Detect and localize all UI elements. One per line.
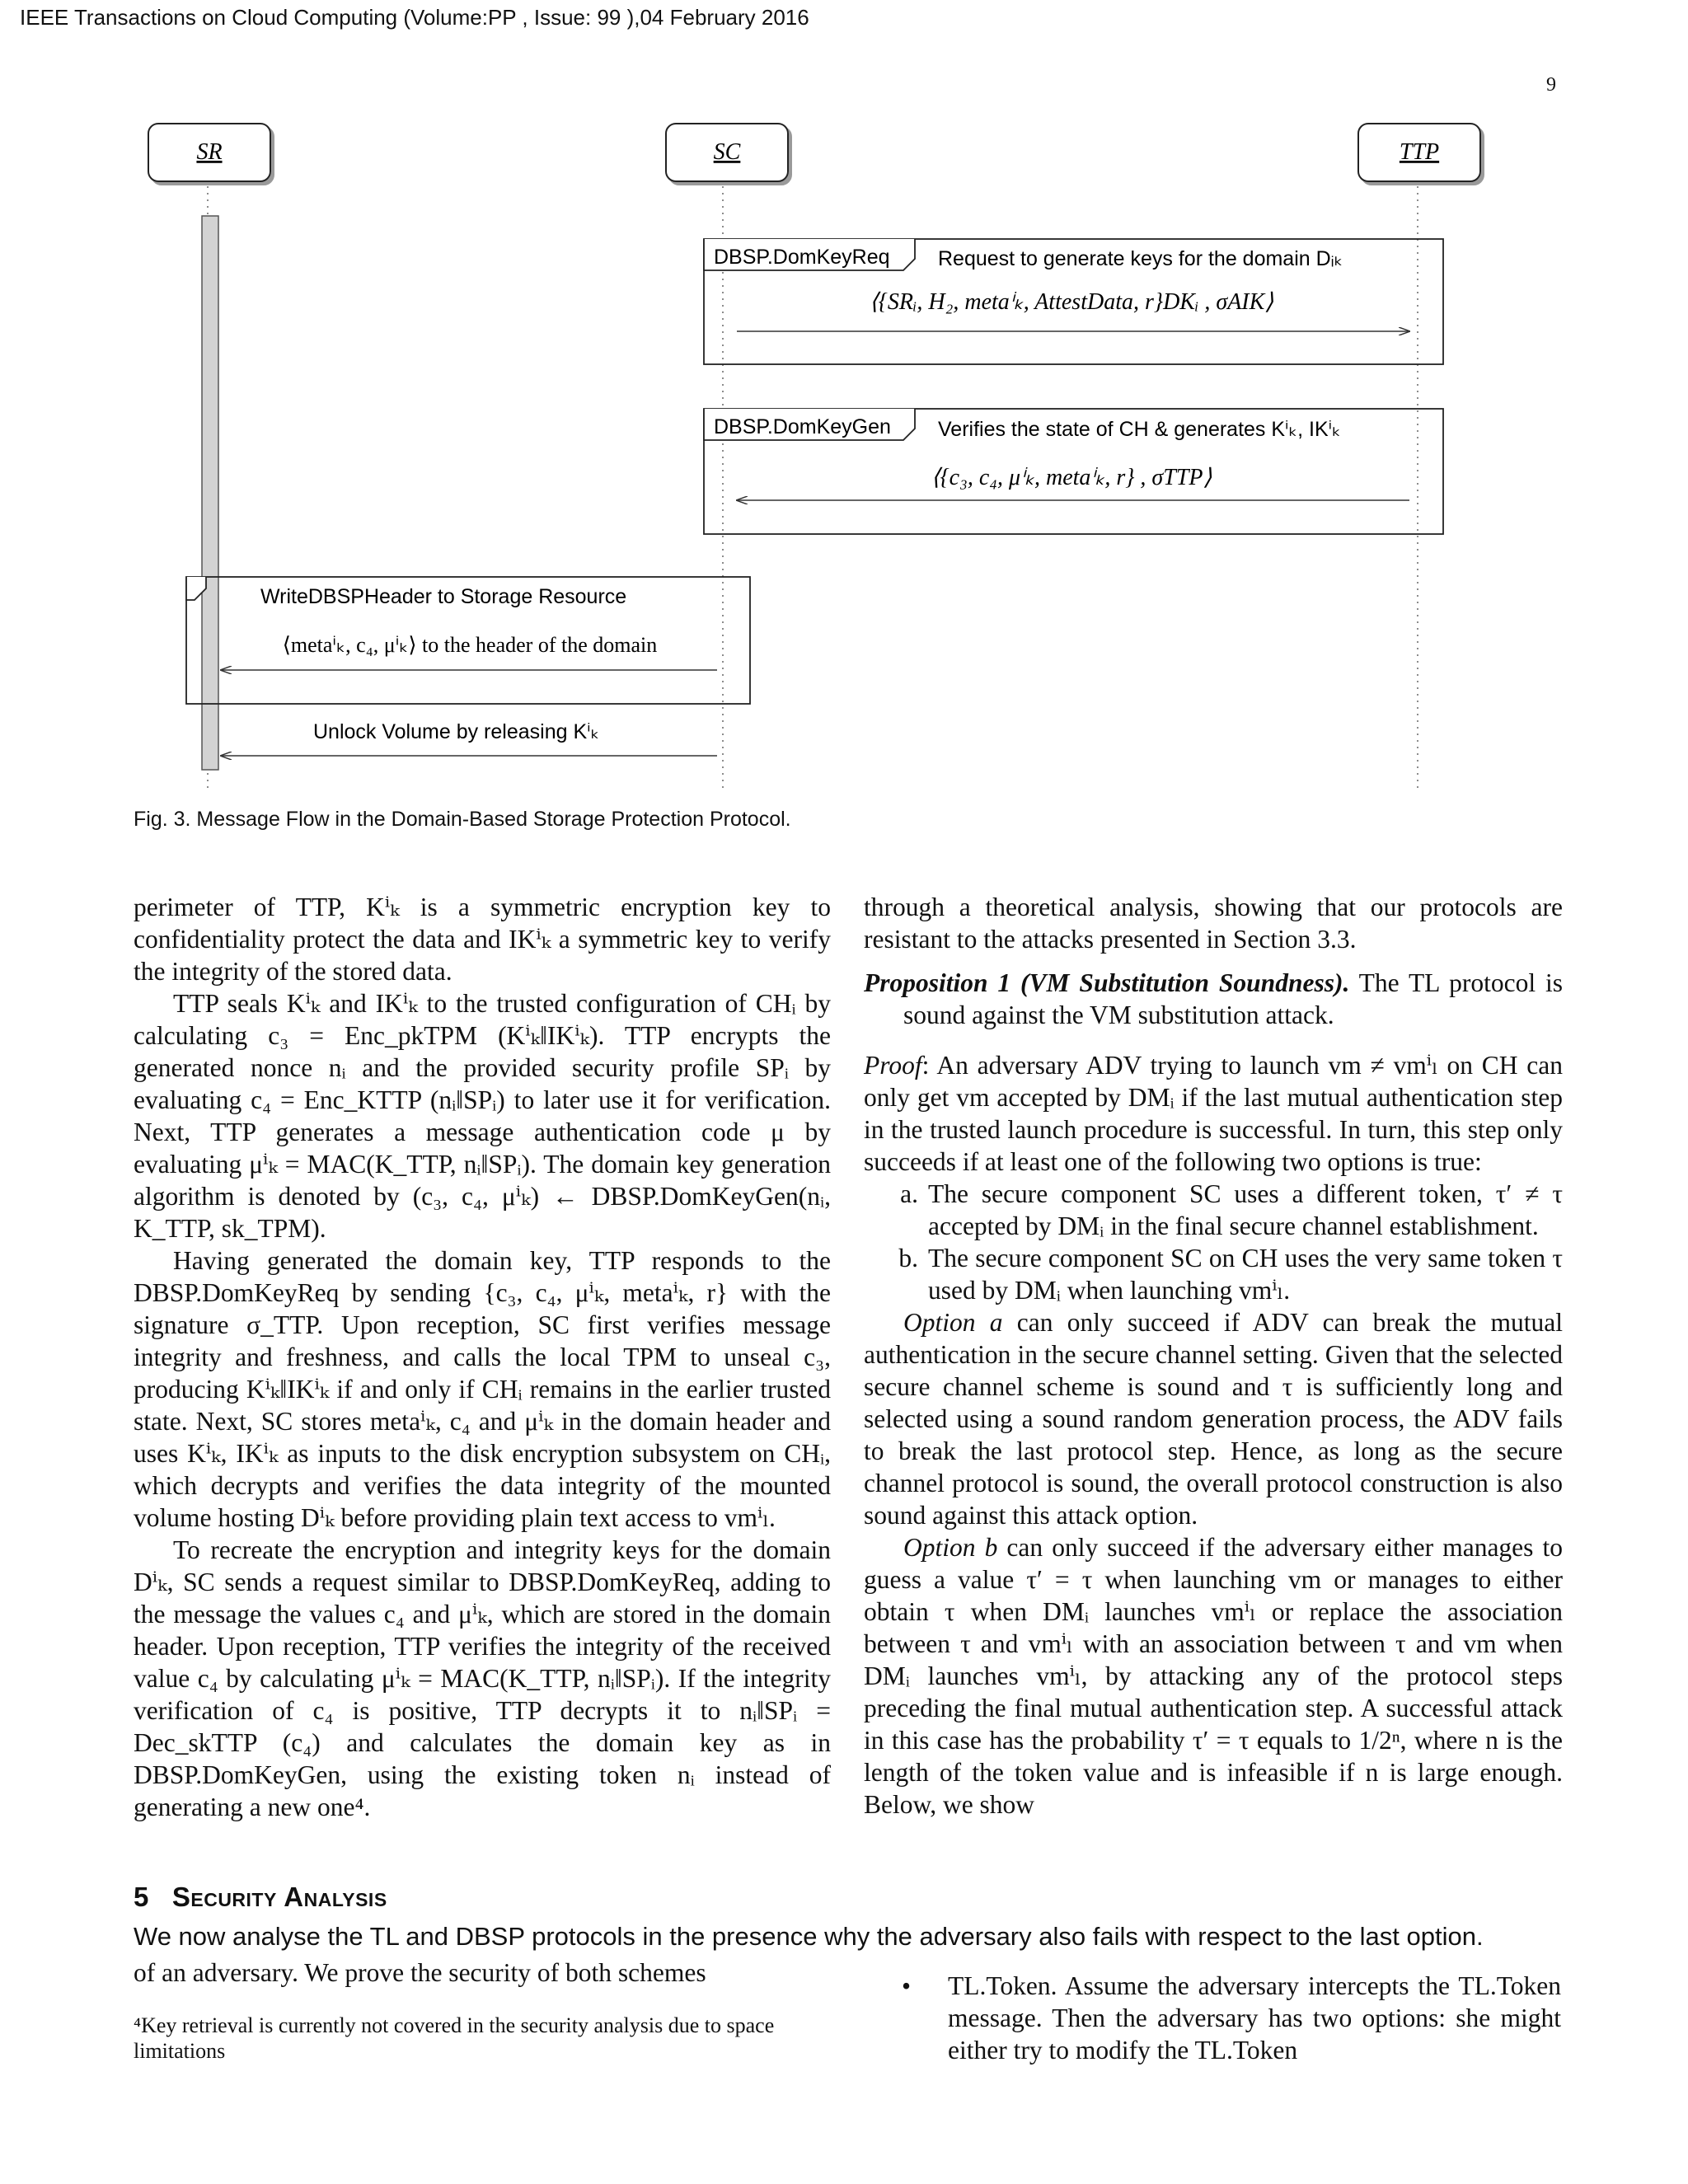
page-number: 9 (1546, 74, 1556, 96)
left-last-line: of an adversary. We prove the security of both schemes (134, 1958, 706, 1987)
frame-domkeyreq (704, 239, 1443, 364)
proof-paragraph (864, 1049, 1563, 1178)
participant-sr-label: SR (196, 139, 223, 165)
left-paragraph-2: TTP seals Kⁱₖ and IKⁱₖ to the trusted configuration of CHᵢ by calculating c₃ = Enc_pkTPM (Kⁱₖ‖IKⁱₖ). TTP encrypts the generated nonce nᵢ and the provided security profile SPᵢ by evaluating c₄ = Enc_KTTP (nᵢ‖SPᵢ) to later use it for verification. Next, TTP generates a message authentication code μ by evaluating μⁱₖ = MAC(K_TTP, nᵢ‖SPᵢ). The domain key generation algorithm is denoted by (c₃, c₄, μⁱₖ) ← DBSP.DomKeyGen(nᵢ, K_TTP, sk_TPM). (134, 989, 831, 1243)
frame-domkeygen-title: Verifies the state of CH & generates Kⁱₖ, IKⁱₖ (938, 418, 1341, 441)
participant-sc-label: SC (713, 139, 741, 165)
option-a-text: The secure component SC uses a different token, τ′ ≠ τ accepted by DMᵢ in the final secure channel establishment. (928, 1179, 1563, 1240)
frame-write-title: WriteDBSPHeader to Storage Resource (260, 585, 627, 608)
option-list (864, 1178, 1563, 1306)
option-a-analysis (864, 1306, 1563, 1531)
frame-domkeygen-message: ⟨{c₃, c₄, μⁱₖ, metaⁱₖ, r} , σTTP⟩ (931, 465, 1212, 490)
bullet-dot: • (902, 1971, 912, 2000)
participant-sc (666, 124, 788, 181)
option-b-analysis-text: can only succeed if the adversary either manages to guess a value τ′ = τ when launching vm or manages to either obtain τ when DMᵢ launches vmⁱₗ or replace the association between τ and vmⁱₗ with an association between τ and vm when DMᵢ launches vmⁱₗ, by attacking any of the protocol steps preceding the final mutual authentication step. A successful attack in this case has the probability τ′ = τ equals to 1/2ⁿ, where n is the length of the token value and is infeasible if n is large enough. Below, we show (864, 1533, 1563, 1819)
frame-domkeygen-tag: DBSP.DomKeyGen (714, 415, 891, 438)
option-b (877, 1242, 1563, 1306)
frame-domkeygen (704, 409, 1443, 534)
proof-body: : An adversary ADV trying to launch vm ≠ vmⁱₗ on CH can only get vm accepted by DMᵢ if the last mutual authentication step in the trusted launch procedure is successful. In turn, this step only succeeds if at least one of the following two options is true: (864, 1051, 1563, 1176)
proposition (864, 967, 1563, 1031)
left-paragraph-4: To recreate the encryption and integrity keys for the domain Dⁱₖ, SC sends a request similar to DBSP.DomKeyReq, adding to the message the values c₄ and μⁱₖ, which are stored in the domain header. Upon reception, TTP verifies the integrity of the received value c₄ by calculating μⁱₖ = MAC(K_TTP, nᵢ‖SPᵢ). If the integrity verification of c₄ is positive, TTP decrypts it to nᵢ‖SPᵢ = Dec_skTTP (c₄) and calculates the domain key as in DBSP.DomKeyGen, using the existing token nᵢ instead of generating a new one⁴. (134, 1535, 831, 1821)
frame-domkeyreq-message: ⟨{SRᵢ, H₂, metaⁱₖ, AttestData, r}DKᵢ , σAIK⟩ (869, 289, 1274, 315)
footnote: ⁴Key retrieval is currently not covered in the security analysis due to space limitations (134, 2013, 775, 2063)
section-heading (134, 1882, 387, 1913)
option-a-analysis-text: can only succeed if ADV can break the mutual authentication in the secure channel setting. Given that the selected secure channel scheme is sound and τ is sufficiently long and selected using a sound random generation process, the ADV fails to break the last protocol step. Hence, as long as the secure channel protocol is sound, the overall protocol construction is also sound against this attack option. (864, 1308, 1563, 1530)
proof-label: Proof (864, 1051, 922, 1080)
option-b-analysis (864, 1531, 1563, 1821)
option-b-lead: Option b (903, 1533, 998, 1562)
left-column (134, 891, 831, 1823)
frame-write-message: ⟨metaⁱₖ, c₄, μⁱₖ⟩ to the header of the domain (282, 633, 658, 657)
figure-caption: Fig. 3. Message Flow in the Domain-Based Storage Protection Protocol. (134, 808, 791, 831)
option-b-text: The secure component SC on CH uses the very same token τ used by DMᵢ when launching vmⁱₗ. (928, 1244, 1563, 1305)
option-a (877, 1178, 1563, 1242)
journal-header: IEEE Transactions on Cloud Computing (Volume:PP , Issue: 99 ),04 February 2016 (20, 5, 809, 30)
option-a-lead: Option a (903, 1308, 1003, 1337)
unlock-message: Unlock Volume by releasing Kⁱₖ (313, 720, 600, 743)
message-flow-diagram (0, 0, 1688, 791)
frame-write-header (186, 577, 750, 704)
participant-ttp (1358, 124, 1480, 181)
participant-sr (148, 124, 270, 181)
sr-activation-bar (202, 216, 218, 770)
left-paragraph-1: perimeter of TTP, Kⁱₖ is a symmetric encryption key to confidentiality protect the data and IKⁱₖ a symmetric key to verify the integrity of the stored data. (134, 893, 831, 986)
proposition-title: Proposition 1 (VM Substitution Soundness). (864, 968, 1350, 997)
bullet-item (902, 1970, 1561, 2066)
frame-domkeyreq-tag: DBSP.DomKeyReq (714, 246, 890, 269)
right-column (864, 891, 1563, 1821)
frame-domkeyreq-title: Request to generate keys for the domain Dᵢₖ (938, 247, 1343, 270)
option-b-label: b. (898, 1244, 918, 1272)
left-paragraph-3: Having generated the domain key, TTP responds to the DBSP.DomKeyReq by sending {c₃, c₄, μⁱₖ, metaⁱₖ, r} with the signature σ_TTP. Upon reception, SC first verifies message integrity and freshness, and calls the local TPM to unseal c₃, producing Kⁱₖ‖IKⁱₖ if and only if CHᵢ remains in the earlier trusted state. Next, SC stores metaⁱₖ, c₄ and μⁱₖ in the domain header and uses Kⁱₖ, IKⁱₖ as inputs to the disk encryption subsystem on CHᵢ, which decrypts and verifies the data integrity of the mounted volume hosting Dⁱₖ before providing plain text access to vmⁱₗ. (134, 1246, 831, 1532)
section-number: 5 (134, 1882, 149, 1912)
section-title: Security Analysis (171, 1882, 387, 1912)
participant-ttp-label: TTP (1399, 139, 1440, 165)
section-overflow-line: We now analyse the TL and DBSP protocols in the presence why the adversary also fails with respect to the last option. (134, 1922, 1484, 1951)
proposition-body: The TL protocol is sound against the VM substitution attack. (903, 968, 1563, 1029)
option-a-label: a. (900, 1179, 918, 1208)
right-paragraph-1: through a theoretical analysis, showing that our protocols are resistant to the attacks presented in Section 3.3. (864, 893, 1563, 954)
bullet-text: TL.Token. Assume the adversary intercepts the TL.Token message. Then the adversary has two options: she might either try to modify the TL.Token (948, 1971, 1561, 2064)
